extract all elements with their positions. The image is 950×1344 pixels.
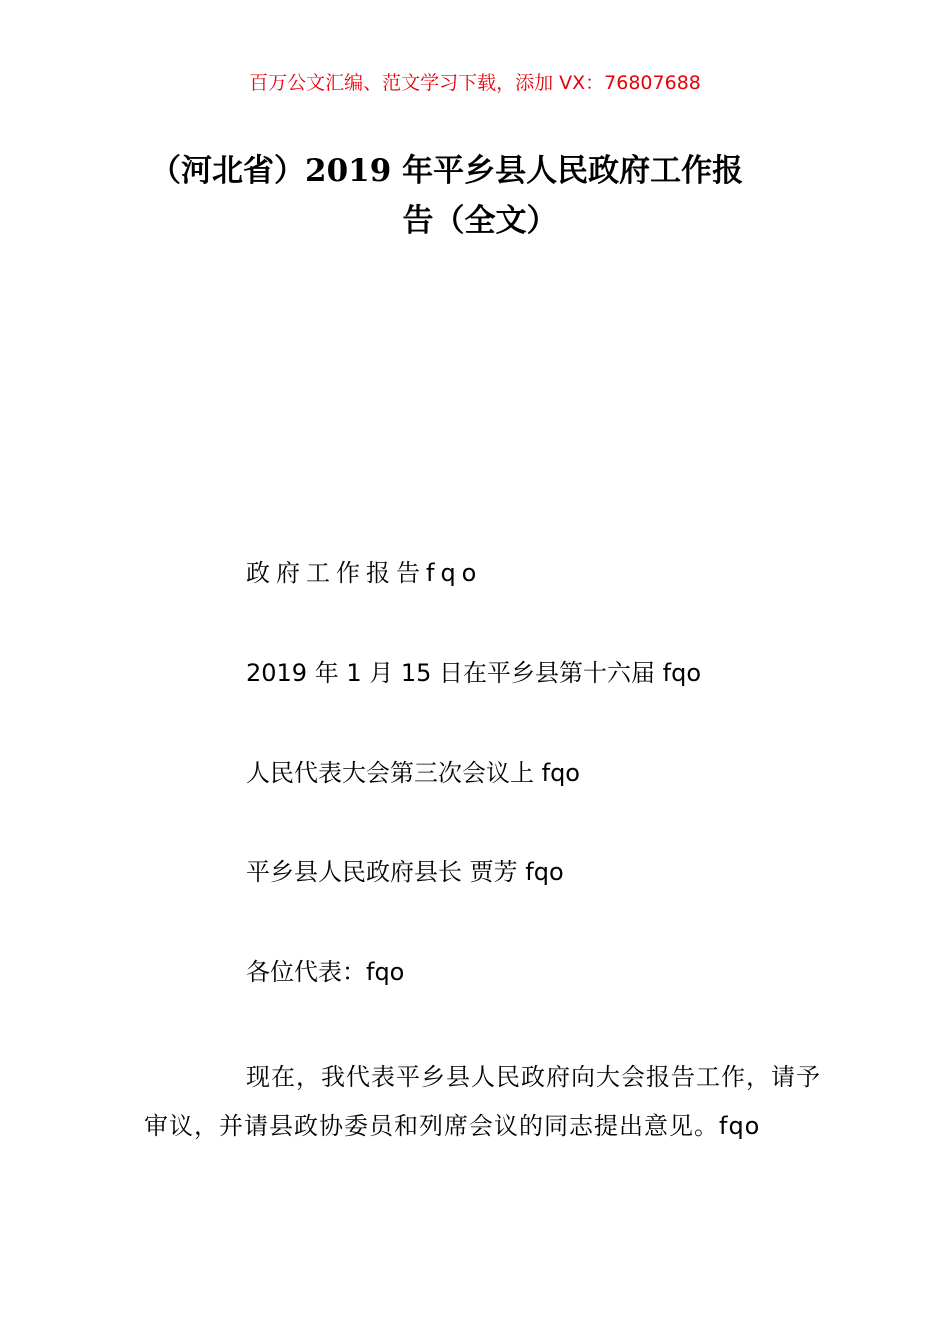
report-heading: 政府工作报告fqo [246,559,483,587]
header-note: 百万公文汇编、范文学习下载，添加 VX：76807688 [249,72,701,94]
body-paragraph: 现在，我代表平乡县人民政府向大会报告工作，请予审议，并请县政协委员和列席会议的同志提出意见。fqo [144,1063,821,1140]
report-date-line: 2019 年 1 月 15 日在平乡县第十六届 fqo [246,659,702,687]
salutation: 各位代表：fqo [246,958,405,986]
document-title [150,146,810,246]
title-line-2: 告（全文） [402,203,558,239]
title-line-1: （河北省）2019 年平乡县人民政府工作报 [150,153,744,189]
report-author-line: 平乡县人民政府县长 贾芳 fqo [246,858,564,886]
report-session-line: 人民代表大会第三次会议上 fqo [246,759,580,787]
